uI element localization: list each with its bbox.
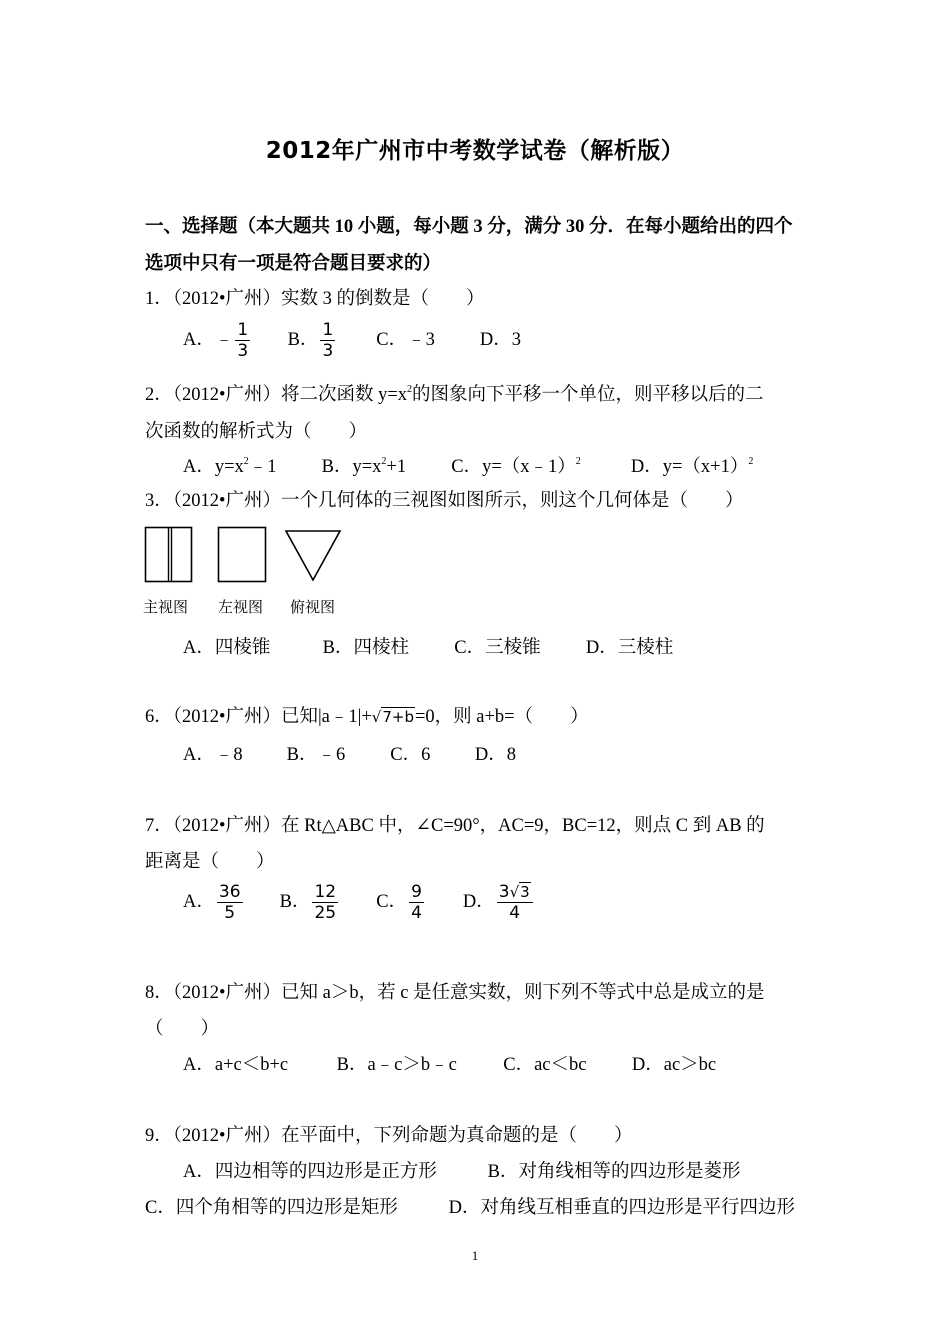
question-8-option-c: C．ac＜bc bbox=[503, 1055, 587, 1075]
fraction-denominator: 4 bbox=[411, 903, 422, 923]
opt-sup: 2 bbox=[243, 456, 249, 467]
question-7-option-b bbox=[280, 882, 372, 923]
question-6-option-a: A．﹣8 bbox=[183, 745, 243, 765]
fraction-numerator: 1 bbox=[322, 320, 334, 340]
opt-pre: C．y=（x﹣1） bbox=[451, 457, 576, 477]
top-view-label: 俯视图 bbox=[290, 598, 336, 616]
question-7-options bbox=[183, 882, 535, 923]
option-b-label: B． bbox=[287, 329, 319, 350]
radicand: 3 bbox=[520, 883, 530, 901]
question-2-options bbox=[183, 452, 753, 478]
coefficient: 3 bbox=[498, 882, 510, 902]
question-3-option-a: A．四棱锥 bbox=[183, 638, 271, 658]
question-6-option-c: C．6 bbox=[390, 745, 431, 765]
question-1-option-b bbox=[288, 320, 372, 361]
question-7-option-d bbox=[463, 882, 535, 923]
question-2-option-b bbox=[322, 452, 447, 478]
question-3-option-b: B．四棱柱 bbox=[322, 638, 409, 658]
option-a-sign: ﹣ bbox=[214, 329, 234, 350]
opt-sup: 2 bbox=[381, 456, 387, 467]
fraction bbox=[312, 882, 338, 923]
opt-post: +1 bbox=[386, 457, 407, 477]
question-2-line2: 次函数的解析式为（ ） bbox=[145, 422, 368, 442]
q6-text-post: =0，则 a+b=（ ） bbox=[414, 707, 589, 727]
question-8-option-d: D．ac＞bc bbox=[631, 1055, 717, 1075]
left-view-shape bbox=[219, 528, 266, 582]
question-7-line2: 距离是（ ） bbox=[145, 852, 275, 872]
section-heading-line2: 选项中只有一项是符合题目要求的） bbox=[145, 254, 442, 274]
question-3-option-d: D．三棱柱 bbox=[585, 638, 674, 658]
question-3-text: 3．（2012•广州）一个几何体的三视图如图所示，则这个几何体是（ ） bbox=[145, 491, 744, 511]
fraction-numerator: 12 bbox=[314, 882, 337, 902]
option-b-fraction bbox=[320, 320, 335, 361]
question-7-line1: 7．（2012•广州）在 Rt△ABC 中，∠C=90°，AC=9，BC=12，则点 C 到 AB 的 bbox=[145, 816, 765, 836]
fraction-numerator: 1 bbox=[237, 320, 249, 340]
opt-pre: B．y=x bbox=[321, 457, 382, 477]
question-1-options bbox=[183, 320, 521, 361]
option-a-label: A． bbox=[183, 329, 215, 350]
question-3-option-c: C．三棱锥 bbox=[454, 638, 541, 658]
question-8-line1: 8．（2012•广州）已知 a＞b，若 c 是任意实数，则下列不等式中总是成立的是 bbox=[145, 983, 765, 1003]
question-9-option-a: A．四边相等的四边形是正方形 bbox=[183, 1162, 437, 1182]
opt-sup: 2 bbox=[575, 456, 581, 467]
question-8-line2: （ ） bbox=[145, 1019, 220, 1039]
fraction bbox=[217, 882, 243, 923]
square-root: √3 bbox=[509, 883, 530, 901]
opt-pre: D．y=（x+1） bbox=[630, 457, 749, 477]
fraction-numerator: 36 bbox=[218, 882, 241, 902]
question-8-options bbox=[183, 1050, 716, 1076]
option-label: B． bbox=[279, 891, 311, 912]
option-label: D． bbox=[462, 891, 495, 912]
option-a-fraction bbox=[235, 320, 250, 361]
section-heading-line1: 一、选择题（本大题共 10 小题，每小题 3 分，满分 30 分．在每小题给出的四个 bbox=[145, 217, 793, 237]
q2-superscript: 2 bbox=[407, 384, 413, 395]
opt-sup: 2 bbox=[748, 456, 754, 467]
radicand: 7+b bbox=[382, 708, 414, 726]
question-7-option-c bbox=[376, 882, 458, 923]
fraction-denominator: 25 bbox=[314, 903, 337, 923]
question-6-options bbox=[183, 740, 516, 766]
question-6-option-b: B．﹣6 bbox=[286, 745, 346, 765]
fraction-numerator bbox=[497, 882, 533, 903]
question-9-option-d: D．对角线互相垂直的四边形是平行四边形 bbox=[448, 1198, 795, 1218]
question-7-option-a bbox=[183, 882, 275, 923]
front-view-shape bbox=[146, 528, 192, 582]
q6-text-pre: 6．（2012•广州）已知|a﹣1|+ bbox=[145, 707, 372, 727]
question-6-option-d: D．8 bbox=[474, 745, 516, 765]
front-view-label: 主视图 bbox=[143, 598, 189, 616]
question-2-option-a bbox=[183, 452, 317, 478]
question-8-option-a: A．a+c＜b+c bbox=[183, 1055, 289, 1075]
question-1-option-a bbox=[183, 320, 283, 361]
option-label: A． bbox=[183, 891, 215, 912]
question-9-options-row2 bbox=[145, 1193, 795, 1219]
page-title: 2012年广州市中考数学试卷（解析版） bbox=[265, 138, 685, 164]
option-label: C． bbox=[376, 891, 408, 912]
question-9-option-b: B．对角线相等的四边形是菱形 bbox=[487, 1162, 741, 1182]
question-2-option-d bbox=[631, 452, 753, 478]
page-number: 1 bbox=[471, 1248, 479, 1263]
question-9-option-c: C．四个角相等的四边形是矩形 bbox=[145, 1198, 398, 1218]
top-view-shape bbox=[286, 531, 340, 580]
q2-text-post: 的图象向下平移一个单位，则平移以后的二 bbox=[412, 385, 764, 405]
fraction-numerator: 9 bbox=[411, 882, 422, 902]
fraction bbox=[497, 882, 533, 923]
question-9-options-row1 bbox=[183, 1157, 740, 1183]
question-2-option-c bbox=[451, 452, 626, 478]
question-3-options bbox=[183, 633, 673, 659]
fraction-denominator: 5 bbox=[224, 903, 236, 923]
question-1-option-d: D．3 bbox=[479, 329, 521, 350]
question-1-option-c: C．﹣3 bbox=[376, 329, 435, 350]
opt-post: ﹣1 bbox=[248, 457, 277, 477]
fraction bbox=[409, 882, 424, 923]
fraction-denominator: 3 bbox=[322, 341, 334, 361]
question-8-option-b: B．a﹣c＞b﹣c bbox=[336, 1055, 457, 1075]
question-2-line1 bbox=[145, 380, 764, 406]
side-view-label: 左视图 bbox=[218, 598, 264, 616]
q2-text-pre: 2．（2012•广州）将二次函数 y=x bbox=[145, 385, 408, 405]
fraction-denominator: 3 bbox=[237, 341, 249, 361]
question-1-text: 1．（2012•广州）实数 3 的倒数是（ ） bbox=[145, 289, 485, 309]
three-views-figure bbox=[140, 522, 350, 592]
question-9-text: 9．（2012•广州）在平面中，下列命题为真命题的是（ ） bbox=[145, 1126, 633, 1146]
opt-pre: A．y=x bbox=[183, 457, 244, 477]
square-root: √7+b bbox=[371, 708, 414, 726]
fraction-denominator: 4 bbox=[509, 903, 521, 923]
question-6-text bbox=[145, 702, 589, 728]
